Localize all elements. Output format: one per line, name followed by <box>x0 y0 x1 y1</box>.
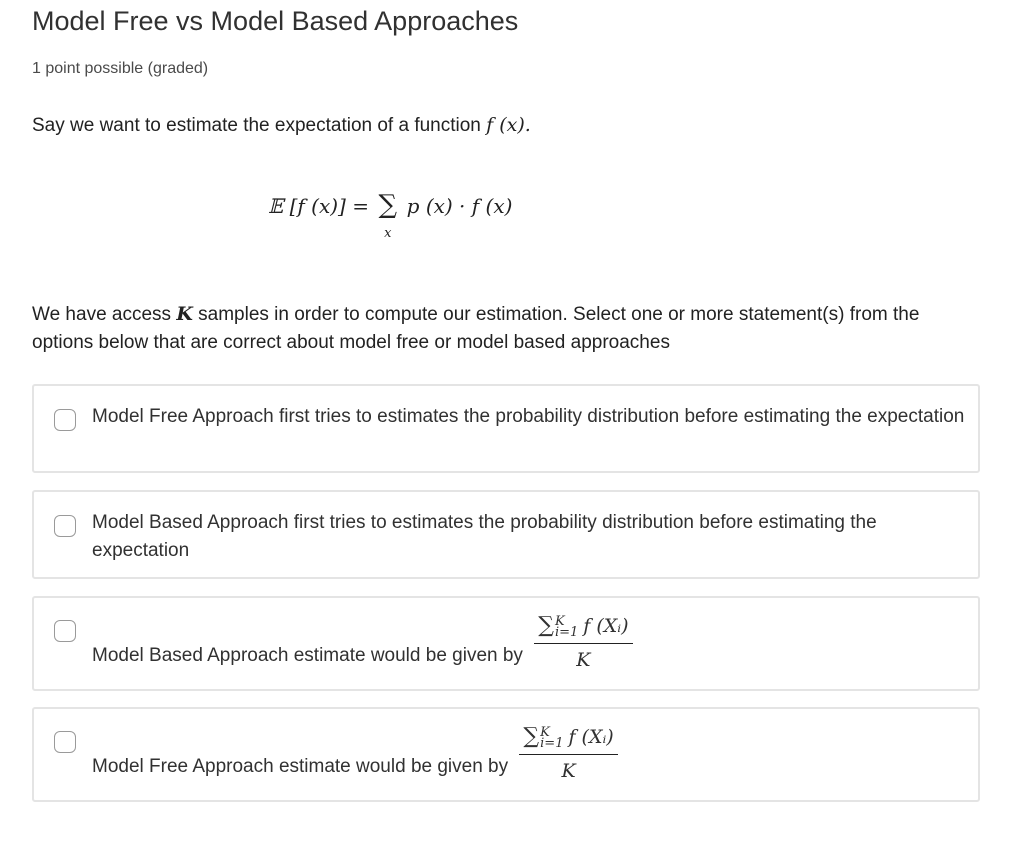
desc-part1: We have access <box>32 304 172 325</box>
option-3-fraction <box>534 612 632 674</box>
option-3[interactable] <box>32 596 980 691</box>
problem-title: Model Free vs Model Based Approaches <box>32 6 519 36</box>
prompt-function: f (x). <box>486 114 531 136</box>
option-2-checkbox[interactable] <box>54 515 76 537</box>
desc-k: K <box>176 303 193 325</box>
option-3-denominator: K <box>576 649 591 671</box>
option-4-numerator: f (Xᵢ) <box>568 726 614 748</box>
option-3-content <box>92 612 633 674</box>
option-4-sum-symbol: ∑ <box>523 724 540 749</box>
problem-prompt <box>32 114 531 137</box>
option-3-numerator: f (Xᵢ) <box>583 615 629 637</box>
points-label: 1 point possible (graded) <box>32 60 209 77</box>
prompt-text: Say we want to estimate the expectation of a function <box>32 115 481 136</box>
problem-description <box>32 300 982 357</box>
option-4[interactable] <box>32 707 980 802</box>
equation-rhs: p (x) · f (x) <box>406 194 513 218</box>
option-4-sum-sup: K <box>540 724 550 740</box>
desc-part2: samples in order to compute our estimation. Select one or more statement(s) from the options below that are correct about model free or model based approaches <box>32 304 920 353</box>
option-3-sum-sup: K <box>554 613 565 629</box>
sum-symbol: ∑ <box>378 190 398 220</box>
summation <box>378 190 398 241</box>
expectation-equation <box>268 190 513 241</box>
option-3-sum-symbol: ∑ <box>538 613 554 638</box>
option-4-content <box>92 723 618 785</box>
option-4-denominator: K <box>561 760 576 782</box>
option-4-checkbox[interactable] <box>54 731 76 753</box>
option-2[interactable] <box>32 490 980 579</box>
option-4-fraction <box>519 723 617 785</box>
equation-lhs: 𝔼 [f (x)] = <box>268 194 369 218</box>
option-4-sum-sub: i=1 <box>540 735 564 751</box>
option-1-checkbox[interactable] <box>54 409 76 431</box>
option-4-label: Model Free Approach estimate would be given by <box>92 756 509 777</box>
option-3-label: Model Based Approach estimate would be given by <box>92 645 523 666</box>
sum-subscript: x <box>384 226 392 241</box>
option-1[interactable] <box>32 384 980 473</box>
option-3-checkbox[interactable] <box>54 620 76 642</box>
option-3-sum-sub: i=1 <box>554 624 579 640</box>
option-2-label: Model Based Approach first tries to estimates the probability distribution before estimating the expectation <box>92 512 877 561</box>
option-1-label: Model Free Approach first tries to estimates the probability distribution before estimating the expectation <box>92 406 965 427</box>
